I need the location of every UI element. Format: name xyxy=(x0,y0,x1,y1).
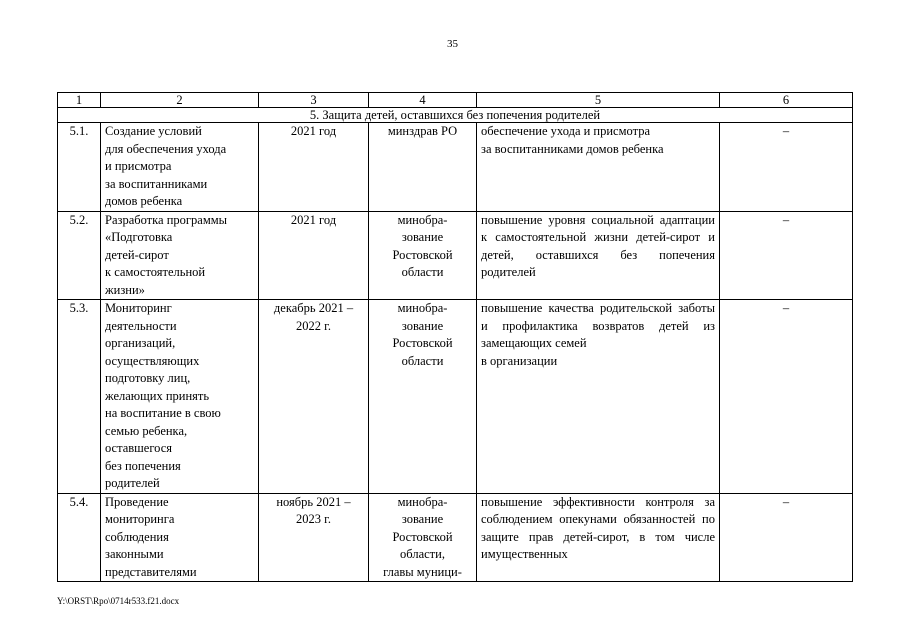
column-header: 3 xyxy=(259,93,369,108)
column-header: 1 xyxy=(58,93,101,108)
table-row xyxy=(58,123,853,212)
item-number: 5.2. xyxy=(58,211,101,300)
column-header: 2 xyxy=(101,93,259,108)
column-number-row xyxy=(58,93,853,108)
note-cell: – xyxy=(720,211,853,300)
table-row xyxy=(58,493,853,582)
term-cell: 2021 год xyxy=(259,211,369,300)
term-cell: 2021 год xyxy=(259,123,369,212)
executor-cell: минздрав РО xyxy=(369,123,477,212)
note-cell: – xyxy=(720,123,853,212)
column-header: 5 xyxy=(477,93,720,108)
item-number: 5.3. xyxy=(58,300,101,494)
activity-cell: Создание условий для обеспечения ухода и присмотра за воспитанниками домов ребенка xyxy=(101,123,259,212)
result-cell: повышение уровня социальной адаптации к самостоятельной жизни детей-сирот и детей, оставшихся без попечения родителей xyxy=(477,211,720,300)
term-cell: ноябрь 2021 – 2023 г. xyxy=(259,493,369,582)
measures-table xyxy=(57,92,853,582)
activity-cell: Разработка программы «Подготовка детей-сирот к самостоятельной жизни» xyxy=(101,211,259,300)
page-number: 35 xyxy=(447,38,458,50)
executor-cell: минобра- зование Ростовской области xyxy=(369,300,477,494)
item-number: 5.1. xyxy=(58,123,101,212)
section-title: 5. Защита детей, оставшихся без попечения родителей xyxy=(58,108,853,123)
executor-cell: минобра- зование Ростовской области, главы муници- xyxy=(369,493,477,582)
note-cell: – xyxy=(720,493,853,582)
executor-cell: минобра- зование Ростовской области xyxy=(369,211,477,300)
result-cell: обеспечение ухода и присмотра за воспитанниками домов ребенка xyxy=(477,123,720,212)
result-cell: повышение качества родительской заботы и профилактика возвратов детей из замещающих семей в организации xyxy=(477,300,720,494)
note-cell: – xyxy=(720,300,853,494)
term-cell: декабрь 2021 – 2022 г. xyxy=(259,300,369,494)
file-path: Y:\ORST\Rpo\0714r533.f21.docx xyxy=(57,596,180,606)
activity-cell: Мониторинг деятельности организаций, осуществляющих подготовку лиц, желающих принять на воспитание в свою семью ребенка, оставшегося без попечения родителей xyxy=(101,300,259,494)
section-row xyxy=(58,108,853,123)
table-row xyxy=(58,300,853,494)
item-number: 5.4. xyxy=(58,493,101,582)
activity-cell: Проведение мониторинга соблюдения законными представителями xyxy=(101,493,259,582)
result-cell: повышение эффективности контроля за соблюдением опекунами обязанностей по защите прав детей-сирот, в том числе имущественных xyxy=(477,493,720,582)
column-header: 4 xyxy=(369,93,477,108)
column-header: 6 xyxy=(720,93,853,108)
table-row xyxy=(58,211,853,300)
